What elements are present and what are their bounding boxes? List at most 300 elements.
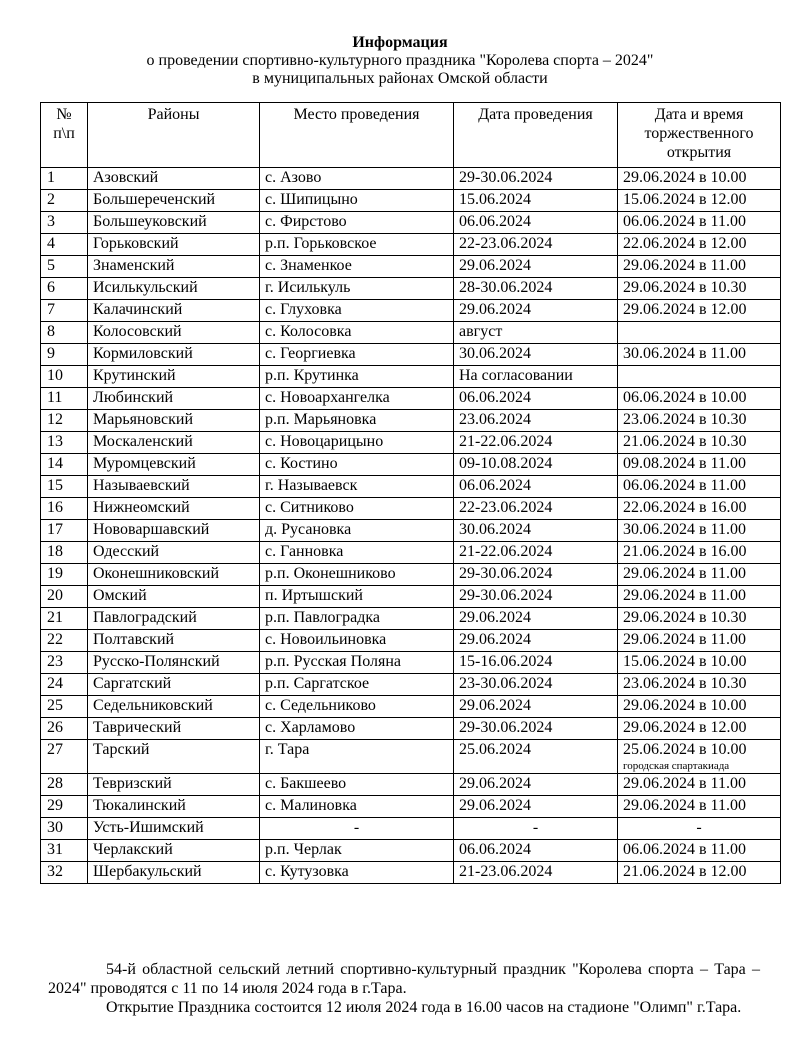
table-row <box>41 278 781 300</box>
cell-number-text: 27 <box>47 741 63 758</box>
cell-date-text: 29.06.2024 <box>459 301 531 318</box>
cell-opening <box>618 300 781 322</box>
cell-district <box>88 498 260 520</box>
cell-date <box>454 818 618 840</box>
table-row <box>41 190 781 212</box>
cell-district-text: Марьяновский <box>93 411 194 428</box>
cell-district-text: Саргатский <box>93 675 172 692</box>
cell-number-text: 29 <box>47 797 63 814</box>
cell-number <box>41 322 88 344</box>
cell-opening-text: 29.06.2024 в 11.00 <box>623 565 746 582</box>
cell-number <box>41 674 88 696</box>
cell-district-text: Одесский <box>93 543 160 560</box>
cell-number-text: 8 <box>47 323 55 340</box>
cell-venue-text: р.п. Русская Поляна <box>265 653 402 670</box>
cell-date <box>454 586 618 608</box>
cell-venue <box>260 586 454 608</box>
cell-district <box>88 234 260 256</box>
cell-opening <box>618 542 781 564</box>
cell-opening-text: 21.06.2024 в 10.30 <box>623 433 747 450</box>
cell-venue-text: с. Глуховка <box>265 301 342 318</box>
table-row <box>41 608 781 630</box>
cell-opening-text: 29.06.2024 в 10.00 <box>623 169 747 186</box>
footer-paragraph-opening: Открытие Праздника состоится 12 июля 2024 года в 16.00 часов на стадионе "Олимп" г.Тара. <box>106 999 742 1016</box>
cell-opening <box>618 432 781 454</box>
table-row <box>41 630 781 652</box>
cell-venue <box>260 190 454 212</box>
cell-number-text: 2 <box>47 191 55 208</box>
cell-number <box>41 718 88 740</box>
table-row <box>41 542 781 564</box>
cell-venue <box>260 278 454 300</box>
cell-date <box>454 256 618 278</box>
cell-number <box>41 542 88 564</box>
cell-district-text: Большереченский <box>93 191 216 208</box>
cell-district-text: Называевский <box>93 477 190 494</box>
cell-date <box>454 344 618 366</box>
cell-district <box>88 796 260 818</box>
cell-date <box>454 300 618 322</box>
cell-district <box>88 840 260 862</box>
cell-number <box>41 278 88 300</box>
cell-district-text: Муромцевский <box>93 455 196 472</box>
cell-number <box>41 608 88 630</box>
cell-district <box>88 740 260 774</box>
cell-venue-text: с. Колосовка <box>265 323 352 340</box>
cell-number-text: 13 <box>47 433 63 450</box>
cell-district-text: Исилькульский <box>93 279 198 296</box>
cell-venue-text: д. Русановка <box>265 521 352 538</box>
cell-opening <box>618 796 781 818</box>
cell-opening-text: 29.06.2024 в 12.00 <box>623 719 747 736</box>
table-row <box>41 300 781 322</box>
cell-district <box>88 168 260 190</box>
cell-date <box>454 454 618 476</box>
table-row <box>41 388 781 410</box>
cell-opening-text: 22.06.2024 в 12.00 <box>623 235 747 252</box>
cell-district-text: Тарский <box>93 741 150 758</box>
cell-district-text: Русско-Полянский <box>93 653 220 670</box>
cell-venue <box>260 366 454 388</box>
cell-number <box>41 212 88 234</box>
cell-number-text: 12 <box>47 411 63 428</box>
cell-opening-text: 06.06.2024 в 11.00 <box>623 213 746 230</box>
cell-venue <box>260 234 454 256</box>
cell-date <box>454 608 618 630</box>
cell-number <box>41 564 88 586</box>
cell-date-text: 29-30.06.2024 <box>459 169 553 186</box>
table-row <box>41 168 781 190</box>
cell-date <box>454 696 618 718</box>
footer-text <box>48 960 760 1017</box>
table-row <box>41 586 781 608</box>
cell-opening <box>618 476 781 498</box>
cell-date <box>454 862 618 884</box>
cell-number-text: 26 <box>47 719 63 736</box>
cell-number <box>41 774 88 796</box>
cell-number-text: 19 <box>47 565 63 582</box>
cell-opening-text: 29.06.2024 в 11.00 <box>623 775 746 792</box>
cell-district <box>88 608 260 630</box>
cell-district <box>88 674 260 696</box>
cell-date-text: 29.06.2024 <box>459 257 531 274</box>
cell-venue-text: г. Называевск <box>265 477 358 494</box>
table-row <box>41 674 781 696</box>
cell-date <box>454 498 618 520</box>
cell-opening-note: городская спартакиада <box>623 760 730 772</box>
table-row <box>41 256 781 278</box>
cell-venue-text: с. Седельниково <box>265 697 376 714</box>
cell-venue <box>260 630 454 652</box>
cell-number-text: 18 <box>47 543 63 560</box>
cell-district-text: Нововаршавский <box>93 521 210 538</box>
cell-venue <box>260 674 454 696</box>
cell-venue <box>260 520 454 542</box>
cell-opening <box>618 564 781 586</box>
cell-venue-text: р.п. Павлоградка <box>265 609 380 626</box>
cell-district <box>88 366 260 388</box>
cell-number-text: 6 <box>47 279 55 296</box>
cell-district-text: Омский <box>93 587 147 604</box>
cell-opening <box>618 630 781 652</box>
column-header-number: № п\п <box>41 103 88 168</box>
cell-district <box>88 410 260 432</box>
cell-number <box>41 520 88 542</box>
table-row <box>41 718 781 740</box>
cell-opening-text: 23.06.2024 в 10.30 <box>623 411 747 428</box>
cell-number-text: 32 <box>47 863 63 880</box>
cell-district <box>88 862 260 884</box>
cell-opening-text: 29.06.2024 в 11.00 <box>623 587 746 604</box>
cell-district-text: Колосовский <box>93 323 182 340</box>
cell-date-text: 21-22.06.2024 <box>459 543 553 560</box>
cell-opening-text: 29.06.2024 в 10.00 <box>623 697 747 714</box>
cell-date <box>454 630 618 652</box>
cell-date <box>454 278 618 300</box>
cell-date-text: 29.06.2024 <box>459 797 531 814</box>
cell-venue-text: г. Тара <box>265 741 310 758</box>
cell-number <box>41 410 88 432</box>
cell-district <box>88 586 260 608</box>
cell-number <box>41 586 88 608</box>
cell-opening-text: 29.06.2024 в 11.00 <box>623 631 746 648</box>
cell-venue-text: г. Исилькуль <box>265 279 351 296</box>
cell-date-text: 29.06.2024 <box>459 609 531 626</box>
cell-district-text: Калачинский <box>93 301 183 318</box>
cell-venue-text: р.п. Саргатское <box>265 675 370 692</box>
cell-date <box>454 388 618 410</box>
column-header-opening: Дата и время торжественного открытия <box>618 103 781 168</box>
cell-venue <box>260 432 454 454</box>
cell-opening <box>618 190 781 212</box>
table-row <box>41 366 781 388</box>
cell-venue-text: п. Иртышский <box>265 587 363 604</box>
cell-number <box>41 476 88 498</box>
cell-number <box>41 234 88 256</box>
cell-date <box>454 674 618 696</box>
cell-venue-text: с. Шипицыно <box>265 191 358 208</box>
cell-date <box>454 718 618 740</box>
table-row <box>41 432 781 454</box>
cell-date-text: 25.06.2024 <box>459 741 531 758</box>
cell-date <box>454 190 618 212</box>
cell-venue <box>260 410 454 432</box>
cell-date <box>454 840 618 862</box>
cell-district-text: Любинский <box>93 389 174 406</box>
cell-number <box>41 344 88 366</box>
cell-opening <box>618 774 781 796</box>
cell-venue-text: с. Новоильиновка <box>265 631 387 648</box>
cell-number-text: 30 <box>47 819 63 836</box>
cell-number-text: 17 <box>47 521 63 538</box>
cell-venue-text: с. Знаменкое <box>265 257 352 274</box>
table-row <box>41 840 781 862</box>
cell-venue-text: р.п. Крутинка <box>265 367 359 384</box>
cell-date <box>454 542 618 564</box>
cell-district-text: Знаменский <box>93 257 175 274</box>
cell-district <box>88 300 260 322</box>
cell-venue-text: с. Бакшеево <box>265 775 347 792</box>
table-row <box>41 212 781 234</box>
cell-district <box>88 564 260 586</box>
cell-venue-text: р.п. Оконешниково <box>265 565 396 582</box>
cell-district <box>88 322 260 344</box>
cell-district-text: Азовский <box>93 169 159 186</box>
cell-date-text: 29-30.06.2024 <box>459 587 553 604</box>
table-row <box>41 652 781 674</box>
cell-opening-text: 29.06.2024 в 11.00 <box>623 257 746 274</box>
cell-date-text: 29.06.2024 <box>459 697 531 714</box>
cell-date <box>454 212 618 234</box>
cell-opening-text: 21.06.2024 в 16.00 <box>623 543 747 560</box>
cell-number-text: 28 <box>47 775 63 792</box>
cell-date-text: 22-23.06.2024 <box>459 235 553 252</box>
cell-number <box>41 652 88 674</box>
table-row <box>41 344 781 366</box>
cell-date-text: 06.06.2024 <box>459 389 531 406</box>
cell-date-text: 29-30.06.2024 <box>459 565 553 582</box>
cell-venue <box>260 840 454 862</box>
cell-venue <box>260 774 454 796</box>
cell-district <box>88 774 260 796</box>
cell-venue <box>260 608 454 630</box>
cell-opening-text: 23.06.2024 в 10.30 <box>623 675 747 692</box>
document-subtitle: о проведении спортивно-культурного праздника "Королева спорта – 2024" <box>146 52 654 69</box>
cell-venue-text: - <box>353 819 360 836</box>
cell-district <box>88 212 260 234</box>
table-header-row <box>41 103 781 168</box>
cell-number-text: 5 <box>47 257 55 274</box>
cell-opening-text: 29.06.2024 в 12.00 <box>623 301 747 318</box>
cell-district <box>88 718 260 740</box>
cell-number <box>41 498 88 520</box>
cell-venue <box>260 300 454 322</box>
cell-date-text: 23-30.06.2024 <box>459 675 553 692</box>
table-row <box>41 564 781 586</box>
cell-venue <box>260 388 454 410</box>
cell-number-text: 21 <box>47 609 63 626</box>
cell-number <box>41 454 88 476</box>
cell-number-text: 4 <box>47 235 55 252</box>
cell-date <box>454 564 618 586</box>
cell-opening <box>618 696 781 718</box>
cell-opening <box>618 608 781 630</box>
cell-date <box>454 476 618 498</box>
cell-venue <box>260 542 454 564</box>
cell-district <box>88 256 260 278</box>
cell-district-text: Тюкалинский <box>93 797 186 814</box>
cell-number-text: 20 <box>47 587 63 604</box>
table-row <box>41 410 781 432</box>
cell-date <box>454 520 618 542</box>
cell-opening <box>618 586 781 608</box>
cell-date <box>454 652 618 674</box>
cell-venue <box>260 564 454 586</box>
cell-date <box>454 774 618 796</box>
cell-district <box>88 520 260 542</box>
table-row <box>41 498 781 520</box>
cell-venue <box>260 322 454 344</box>
cell-date <box>454 366 618 388</box>
cell-number-text: 7 <box>47 301 55 318</box>
column-header-venue: Место проведения <box>260 103 454 168</box>
cell-venue-text: с. Костино <box>265 455 338 472</box>
table-row <box>41 696 781 718</box>
table-row <box>41 862 781 884</box>
cell-district-text: Тевризский <box>93 775 172 792</box>
cell-opening <box>618 322 781 344</box>
cell-district-text: Москаленский <box>93 433 193 450</box>
cell-opening-text: 29.06.2024 в 10.30 <box>623 609 747 626</box>
cell-venue <box>260 344 454 366</box>
cell-district-text: Оконешниковский <box>93 565 220 582</box>
cell-district-text: Кормиловский <box>93 345 193 362</box>
cell-date-text: 06.06.2024 <box>459 477 531 494</box>
cell-number <box>41 388 88 410</box>
cell-opening-text: 06.06.2024 в 10.00 <box>623 389 747 406</box>
cell-number-text: 23 <box>47 653 63 670</box>
table-row <box>41 476 781 498</box>
cell-opening-text: 09.08.2024 в 11.00 <box>623 455 746 472</box>
cell-opening <box>618 168 781 190</box>
cell-district <box>88 388 260 410</box>
cell-date-text: 15-16.06.2024 <box>459 653 553 670</box>
cell-date-text: 29.06.2024 <box>459 775 531 792</box>
cell-venue-text: р.п. Горьковское <box>265 235 377 252</box>
cell-opening-text: 30.06.2024 в 11.00 <box>623 521 746 538</box>
cell-opening <box>618 840 781 862</box>
cell-opening-text: 21.06.2024 в 12.00 <box>623 863 747 880</box>
cell-number-text: 24 <box>47 675 63 692</box>
table-row <box>41 520 781 542</box>
cell-date-text: - <box>532 819 539 836</box>
cell-date-text: 21-22.06.2024 <box>459 433 553 450</box>
cell-date-text: 15.06.2024 <box>459 191 531 208</box>
cell-opening-text: 15.06.2024 в 10.00 <box>623 653 747 670</box>
cell-opening <box>618 234 781 256</box>
cell-number-text: 1 <box>47 169 55 186</box>
cell-venue-text: с. Новоцарицыно <box>265 433 384 450</box>
cell-venue <box>260 498 454 520</box>
cell-opening <box>618 674 781 696</box>
table-row <box>41 796 781 818</box>
cell-opening-text: 25.06.2024 в 10.00 <box>623 741 747 758</box>
cell-number <box>41 432 88 454</box>
cell-number <box>41 862 88 884</box>
table-row <box>41 234 781 256</box>
cell-venue-text: с. Ситниково <box>265 499 354 516</box>
cell-date-text: 21-23.06.2024 <box>459 863 553 880</box>
table-row <box>41 454 781 476</box>
cell-opening-text: 22.06.2024 в 16.00 <box>623 499 747 516</box>
cell-venue <box>260 740 454 774</box>
cell-opening <box>618 366 781 388</box>
cell-opening <box>618 388 781 410</box>
column-header-date: Дата проведения <box>454 103 618 168</box>
cell-venue-text: с. Харламово <box>265 719 356 736</box>
cell-number <box>41 256 88 278</box>
cell-venue-text: р.п. Черлак <box>265 841 342 858</box>
cell-number <box>41 300 88 322</box>
cell-number-text: 11 <box>47 389 63 406</box>
cell-date <box>454 432 618 454</box>
cell-date-text: На согласовании <box>459 367 573 384</box>
cell-venue <box>260 818 454 840</box>
cell-opening <box>618 344 781 366</box>
column-header-district: Районы <box>88 103 260 168</box>
cell-district-text: Большеуковский <box>93 213 207 230</box>
cell-date-text: 29-30.06.2024 <box>459 719 553 736</box>
cell-district-text: Горьковский <box>93 235 179 252</box>
cell-date <box>454 234 618 256</box>
cell-district-text: Седельниковский <box>93 697 213 714</box>
cell-district <box>88 278 260 300</box>
cell-number <box>41 630 88 652</box>
cell-district-text: Таврический <box>93 719 182 736</box>
cell-opening <box>618 278 781 300</box>
cell-date-text: 29.06.2024 <box>459 631 531 648</box>
cell-date <box>454 796 618 818</box>
footer-paragraph-festival: 54-й областной сельский летний спортивно-культурный праздник "Королева спорта – Тара – 2024" проводятся с 11 по 14 июля 2024 года в г.Тара. <box>48 961 760 997</box>
cell-opening-text: 29.06.2024 в 10.30 <box>623 279 747 296</box>
cell-date <box>454 740 618 774</box>
table-row <box>41 322 781 344</box>
cell-number <box>41 168 88 190</box>
cell-opening <box>618 410 781 432</box>
cell-venue <box>260 454 454 476</box>
cell-district-text: Полтавский <box>93 631 175 648</box>
cell-date-text: 30.06.2024 <box>459 345 531 362</box>
cell-opening-text: 29.06.2024 в 11.00 <box>623 797 746 814</box>
cell-opening <box>618 454 781 476</box>
cell-opening <box>618 212 781 234</box>
cell-venue-text: с. Фирстово <box>265 213 347 230</box>
cell-opening-text: - <box>696 819 702 836</box>
cell-date <box>454 322 618 344</box>
cell-venue <box>260 696 454 718</box>
cell-date <box>454 168 618 190</box>
cell-venue-text: р.п. Марьяновка <box>265 411 377 428</box>
cell-number-text: 15 <box>47 477 63 494</box>
cell-number-text: 9 <box>47 345 55 362</box>
cell-number <box>41 840 88 862</box>
cell-opening-text: 06.06.2024 в 11.00 <box>623 841 746 858</box>
cell-number-text: 16 <box>47 499 63 516</box>
cell-opening-text: 15.06.2024 в 12.00 <box>623 191 747 208</box>
events-table <box>40 102 781 884</box>
cell-venue <box>260 652 454 674</box>
cell-opening <box>618 652 781 674</box>
